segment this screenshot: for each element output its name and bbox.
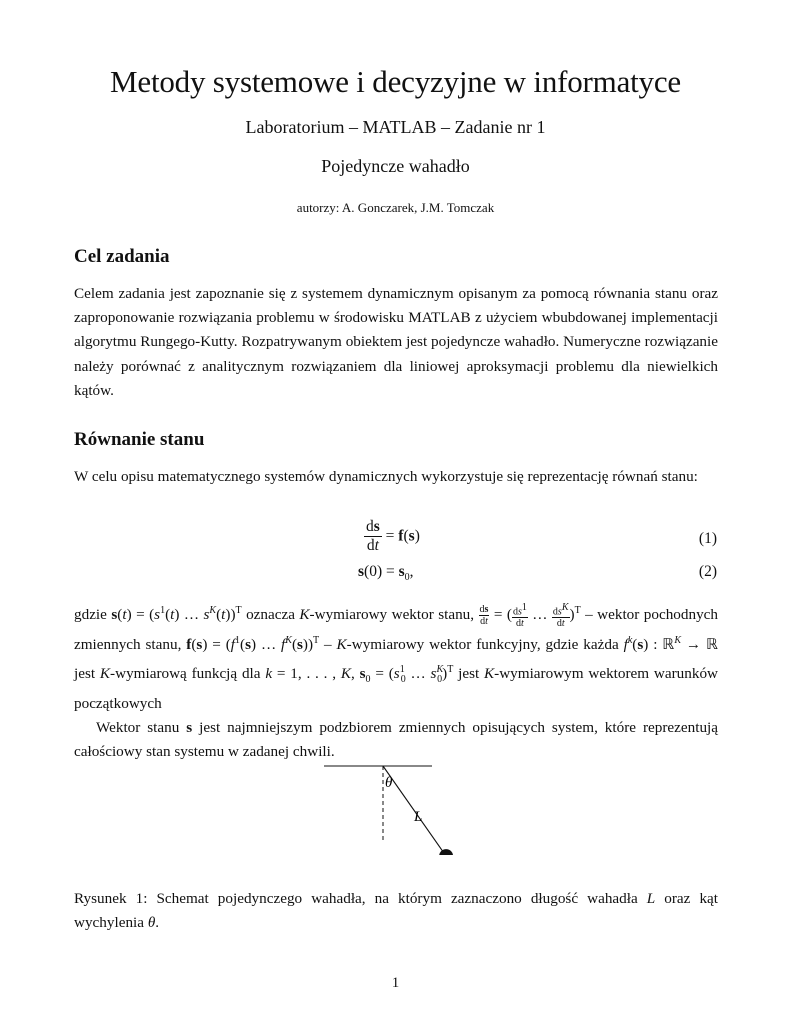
state-intro-text: W celu opisu matematycznego systemów dynamicznych wykorzystuje się reprezentację równań stanu:	[74, 468, 698, 485]
section-heading-state-equation: Równanie stanu	[74, 429, 205, 450]
figure-caption: Rysunek 1: Schemat pojedynczego wahadła, na którym zaznaczono długość wahadła L oraz kąt wychylenia θ.	[74, 890, 719, 932]
section-heading-goal: Cel zadania	[74, 246, 170, 267]
goal-text: Celem zadania jest zapoznanie się z systemem dynamicznym opisanym za pomocą równania stanu oraz zaproponowanie rozwiązania problemu w środowisku MATLAB z użyciem wbubdowanej implementacji algorytmu Rungego-Kutty. Rozpatrywanym obiektem jest pojedyncze wahadło. Numeryczne rozwiązanie należy porównać z analitycznym rozwiązaniem dla liniowej aproksymacji problemu dla niewielkich kątów.	[74, 285, 718, 399]
document-title: Metody systemowe i decyzyjne w informatyce	[110, 64, 681, 99]
document-authors: autorzy: A. Gonczarek, J.M. Tomczak	[296, 200, 495, 215]
state-intro-paragraph	[74, 465, 718, 489]
state-definition-paragraph	[74, 599, 718, 764]
state-definition-text: gdzie $s(t) = (s^1(t)$ … $s^K(t))^T$ oznacza K-wymiarowy wektor stanu, $\frac{ds}{dt}$ = ( $\frac{ds^1}{dt}$ … $\frac{ds^K}{dt}$ )$^T$ – wektor pochodnych zmiennych stanu, $f(s) = (f^1(s)$ … $f^K(s))^T$ – K-wymiarowy wektor funkcyjny, gdzie każda $f^k(s)$ : ℝ$^K$ → ℝ jest K-wymiarową funkcją dla k = 1, . . . , K, $s_0 = (s^1_0$ … $s^K_0)^T$ jest K-wymiarowym wektorem warunków początkowych	[74, 601, 719, 712]
document-subtitle: Laboratorium – MATLAB – Zadanie nr 1	[245, 117, 546, 137]
state-vector-text: Wektor stanu s jest najmniejszym podzbiorem zmiennych opisujących system, które reprezentują całościowy stan systemu w zadanej chwili.	[74, 719, 718, 761]
section-goal-paragraph	[74, 282, 718, 403]
document-topic: Pojedyncze wahadło	[321, 156, 470, 176]
equation-1-number: (1)	[698, 530, 717, 547]
equation-2-body: $s(0) = s_0$,	[358, 563, 414, 584]
angle-label: θ	[385, 775, 393, 791]
page-number: 1	[391, 975, 400, 991]
pendulum-figure	[310, 755, 470, 855]
equation-1-body: $\frac{ds}{dt}$ = f(s)	[366, 518, 420, 554]
length-label: L	[414, 809, 423, 825]
derivative-fraction: $\frac{ds}{dt}$	[366, 518, 380, 554]
equation-2-number: (2)	[698, 563, 717, 580]
